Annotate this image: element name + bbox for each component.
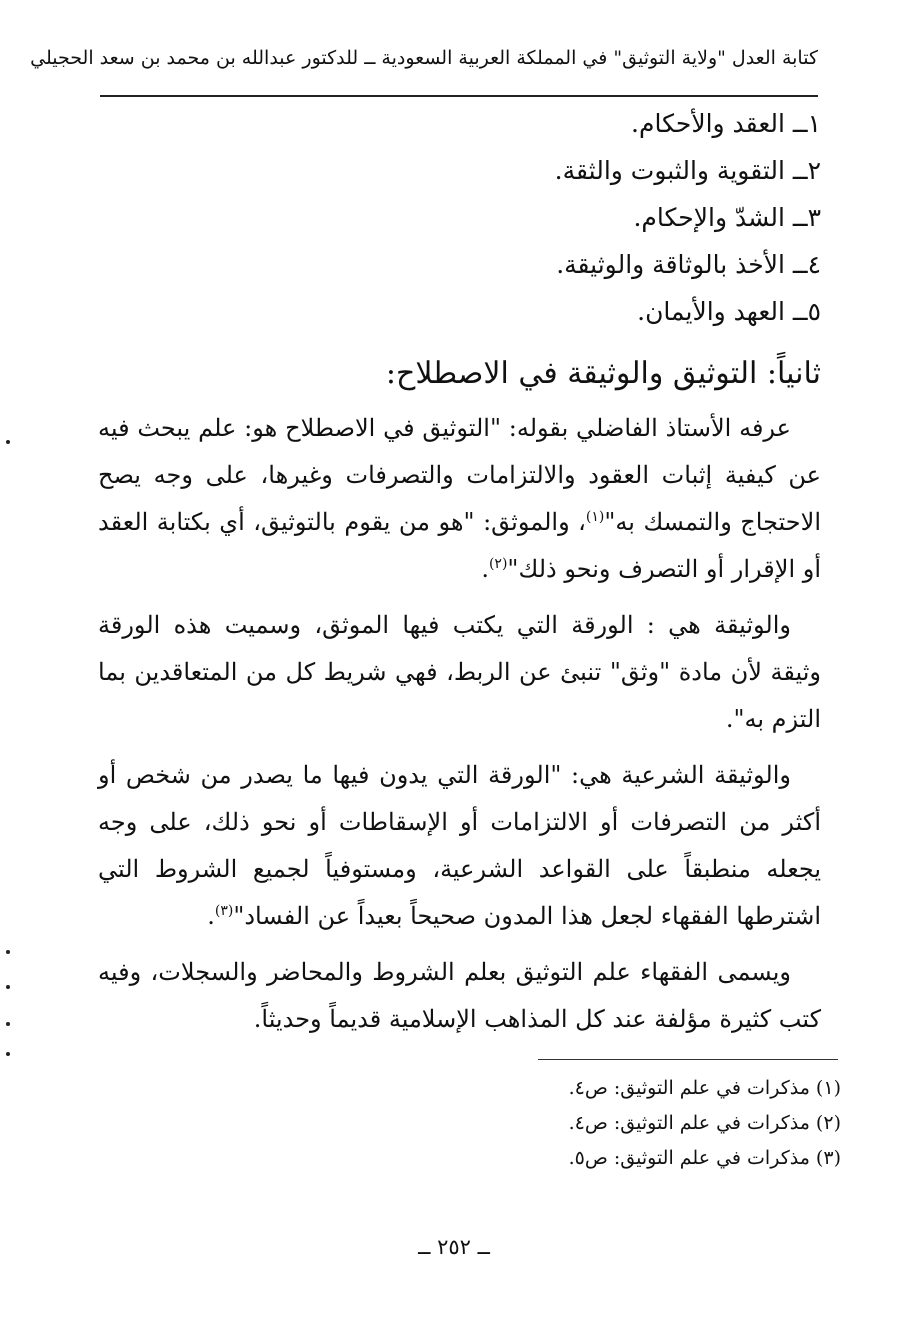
header-rule bbox=[100, 95, 818, 97]
running-header: كتابة العدل "ولاية التوثيق" في المملكة العربية السعودية ــ للدكتور عبدالله بن محمد بن سعد الحجيلي bbox=[30, 47, 818, 69]
footnote: (٣) مذكرات في علم التوثيق: ص٥. bbox=[568, 1147, 841, 1169]
meanings-list bbox=[121, 100, 821, 335]
paragraph-definition-tawthiq bbox=[98, 405, 821, 593]
list-item bbox=[121, 147, 821, 194]
list-item-text: العهد والأيمان. bbox=[637, 297, 785, 326]
footnote-marker: (٣) bbox=[214, 903, 234, 919]
list-item-text: الشدّ والإحكام. bbox=[633, 203, 785, 232]
list-item-text: التقوية والثبوت والثقة. bbox=[554, 156, 785, 185]
list-item bbox=[121, 194, 821, 241]
footnote-marker: (٢) bbox=[488, 556, 508, 572]
paragraph-definition-shariah-document bbox=[98, 752, 821, 940]
list-item-text: العقد والأحكام. bbox=[631, 109, 785, 138]
paragraph-text: . bbox=[481, 555, 489, 583]
paragraph-definition-wathiqa: والوثيقة هي : الورقة التي يكتب فيها الموثق، وسميت هذه الورقة وثيقة لأن مادة "وثق" تنبئ عن الربط، فهي شريط كل من المتعاقدين بما التزم به". bbox=[98, 611, 821, 733]
list-item-number: ٥ــ bbox=[792, 297, 821, 326]
footnote: (٢) مذكرات في علم التوثيق: ص٤. bbox=[568, 1112, 841, 1134]
scan-speck bbox=[6, 985, 10, 989]
body-text bbox=[98, 405, 821, 1052]
list-item bbox=[121, 100, 821, 147]
footnote-marker: (١) bbox=[585, 509, 605, 525]
list-item bbox=[121, 288, 821, 335]
list-item-number: ٣ــ bbox=[792, 203, 821, 232]
list-item-text: الأخذ بالوثاقة والوثيقة. bbox=[556, 250, 785, 279]
list-item-number: ٤ــ bbox=[792, 250, 821, 279]
list-item-number: ١ــ bbox=[792, 109, 821, 138]
list-item-number: ٢ــ bbox=[792, 156, 821, 185]
scan-speck bbox=[6, 440, 10, 444]
paragraph-text: . bbox=[207, 902, 215, 930]
page-number: ــ ٢٥٢ ــ bbox=[418, 1235, 490, 1259]
paragraph-text: عرفه الأستاذ الفاضلي بقوله: "التوثيق في الاصطلاح هو: علم يبحث فيه عن كيفية إثبات العقود والالتزامات والتصرفات وغيرها، على وجه يصح الاحتجاج والتمسك به" bbox=[98, 414, 821, 536]
paragraph-text: والوثيقة الشرعية هي: "الورقة التي يدون فيها ما يصدر من شخص أو أكثر من التصرفات أو الالتزامات أو الإسقاطات أو نحو ذلك، على وجه يجعله منطبقاً على القواعد الشرعية، ومستوفياً لجميع الشروط التي اشترطها الفقهاء لجعل هذا المدون صحيحاً بعيداً عن الفساد" bbox=[98, 761, 821, 930]
paragraph-text: ، والموثق: "هو من يقوم بالتوثيق، أي بكتابة العقد أو الإقرار أو التصرف ونحو ذلك" bbox=[98, 508, 821, 583]
paragraph-fuqaha-naming: ويسمى الفقهاء علم التوثيق بعلم الشروط والمحاضر والسجلات، وفيه كتب كثيرة مؤلفة عند كل المذاهب الإسلامية قديماً وحديثاً. bbox=[98, 958, 821, 1033]
footnote-rule bbox=[538, 1059, 838, 1060]
scan-speck bbox=[6, 950, 10, 954]
footnotes bbox=[341, 1071, 841, 1176]
list-item bbox=[121, 241, 821, 288]
section-heading: ثانياً: التوثيق والوثيقة في الاصطلاح: bbox=[385, 356, 821, 391]
scan-speck bbox=[6, 1022, 10, 1026]
footnote: (١) مذكرات في علم التوثيق: ص٤. bbox=[568, 1077, 841, 1099]
scan-speck bbox=[6, 1052, 10, 1056]
